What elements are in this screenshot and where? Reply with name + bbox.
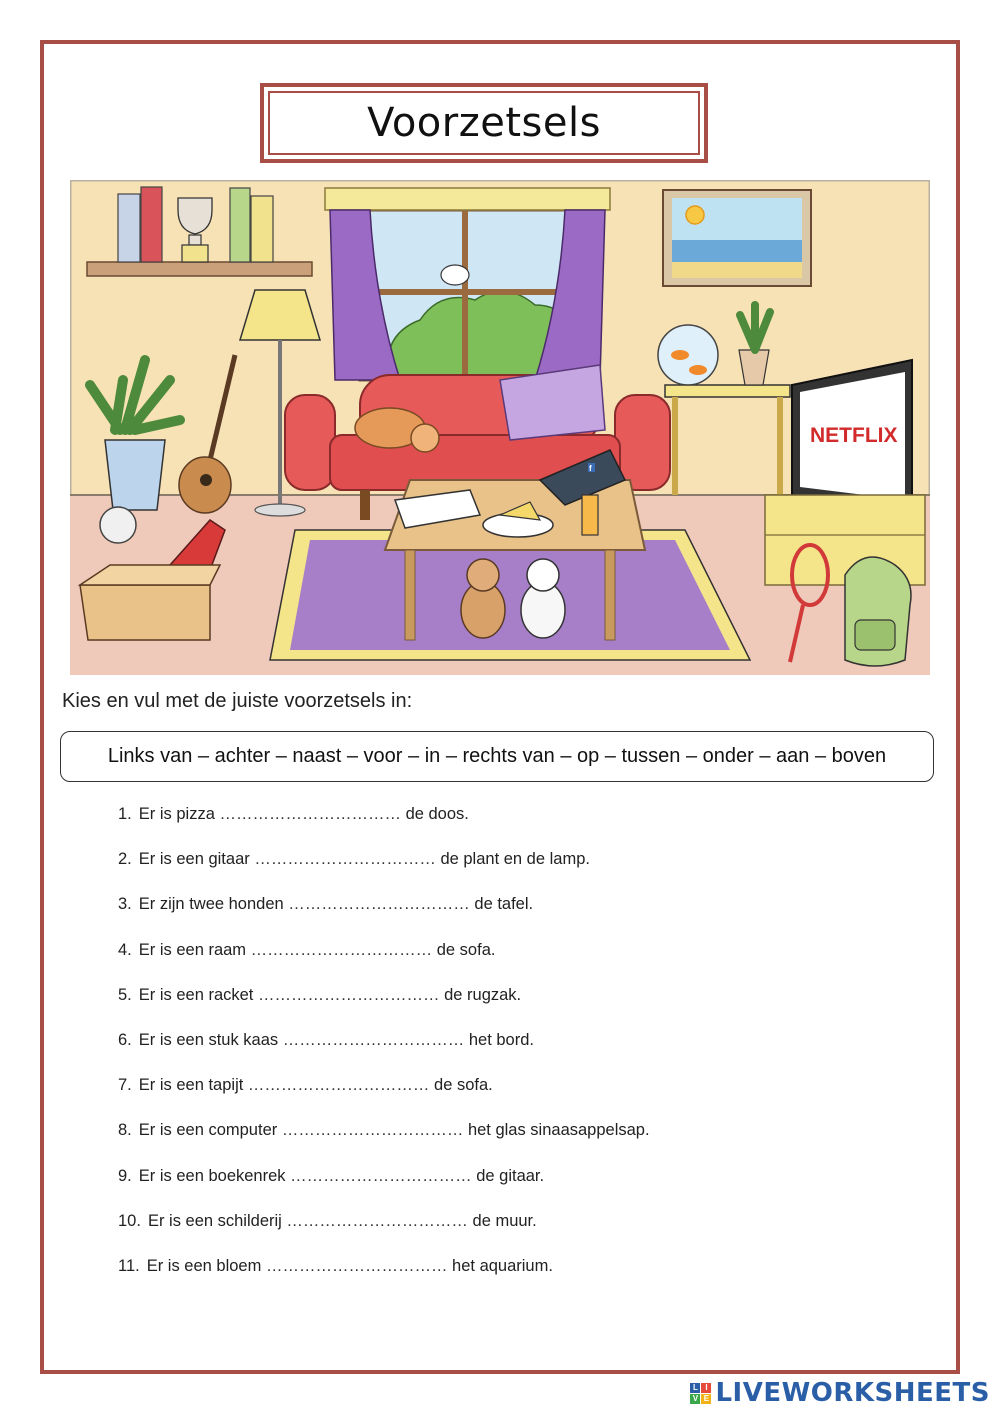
question-item: 2. Er is een gitaar …………………………… de plant en de lamp. [118, 850, 590, 869]
answer-blank[interactable]: …………………………… [254, 850, 436, 869]
question-item: 3. Er zijn twee honden …………………………… de tafel. [118, 895, 534, 914]
answer-blank[interactable]: …………………………… [250, 940, 433, 959]
title-box [260, 83, 708, 163]
answer-blank[interactable]: …………………………… [282, 1030, 465, 1049]
question-item: 11. Er is een bloem …………………………… het aquarium. [118, 1256, 553, 1275]
word-bank [60, 731, 934, 782]
answer-blank[interactable]: …………………………… [258, 985, 440, 1004]
question-item: 1. Er is pizza …………………………… de doos. [118, 805, 469, 823]
question-item: 5. Er is een racket …………………………… de rugzak. [118, 985, 522, 1004]
logo-mark: L I V E [690, 1383, 711, 1404]
facebook-icon: f [589, 464, 592, 473]
question-item: 10. Er is een schilderij …………………………… de muur. [118, 1211, 537, 1230]
window [325, 188, 610, 380]
answer-blank[interactable]: …………………………… [265, 1256, 448, 1275]
question-item: 6. Er is een stuk kaas …………………………… het bord. [118, 1030, 534, 1049]
question-item: 7. Er is een tapijt …………………………… de sofa. [118, 1076, 493, 1095]
instruction-text: Kies en vul met de juiste voorzetsels in: [62, 690, 413, 712]
tv-logo: NETFLIX [810, 424, 898, 447]
answer-blank[interactable]: …………………………… [286, 1211, 468, 1230]
answer-blank[interactable]: …………………………… [288, 895, 470, 914]
question-item: 4. Er is een raam …………………………… de sofa. [118, 940, 496, 959]
living-room-illustration [70, 180, 930, 675]
answer-blank[interactable]: …………………………… [290, 1166, 472, 1185]
page-title: Voorzetsels [367, 100, 601, 146]
word-bank-text: Links van – achter – naast – voor – in – rechts van – op – tussen – onder – aan – boven [107, 745, 887, 767]
liveworksheets-logo [690, 1378, 990, 1408]
question-list [118, 803, 650, 1300]
painting [663, 190, 811, 286]
question-item: 9. Er is een boekenrek …………………………… de gitaar. [118, 1166, 545, 1185]
answer-blank[interactable]: …………………………… [281, 1121, 464, 1140]
brand-name: LIVEWORKSHEETS [715, 1378, 990, 1408]
answer-blank[interactable]: …………………………… [247, 1076, 430, 1095]
answer-blank[interactable]: …………………………… [219, 805, 401, 823]
question-item: 8. Er is een computer …………………………… het glas sinaasappelsap. [118, 1121, 650, 1140]
